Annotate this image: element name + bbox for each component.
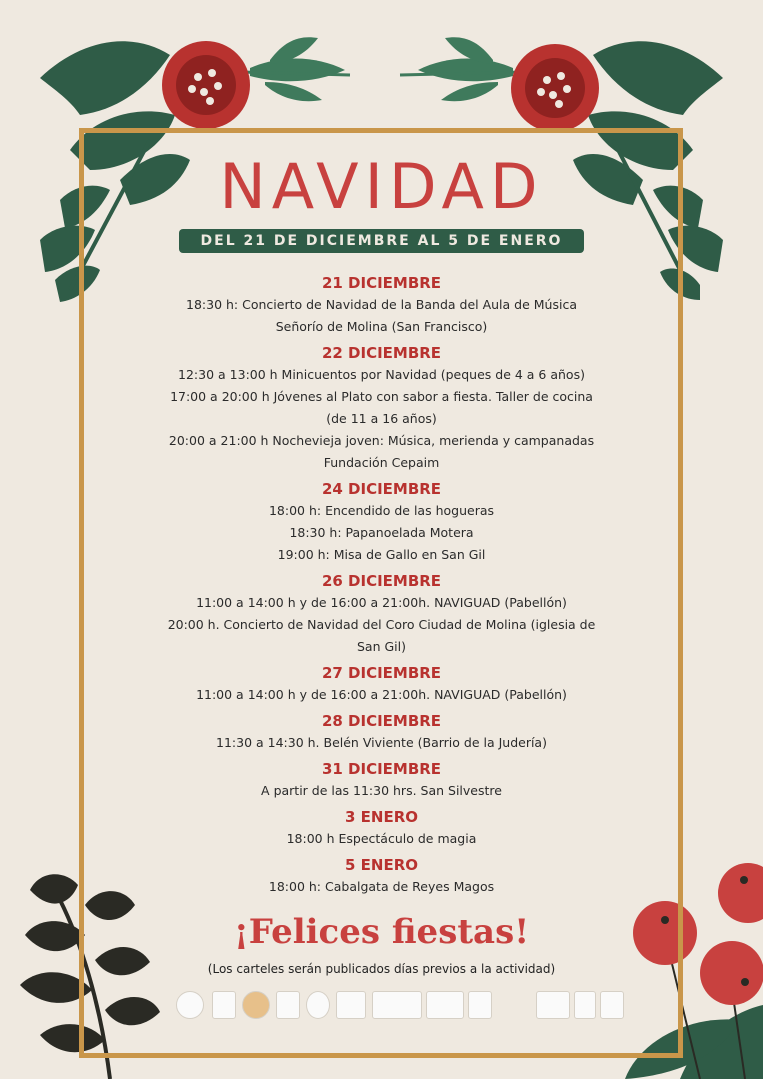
day-heading: 27 DICIEMBRE [321, 664, 442, 682]
event-line: 20:00 a 21:00 h Nochevieja joven: Música, merienda y campanadas [168, 433, 595, 448]
sponsor-logo-icon [276, 991, 300, 1019]
event-line: San Gil) [357, 639, 406, 654]
date-range-banner: DEL 21 DE DICIEMBRE AL 5 DE ENERO [179, 229, 584, 253]
event-line: 18:00 h: Encendido de las hogueras [268, 503, 495, 518]
sponsor-logo-icon [536, 991, 570, 1019]
event-line: 11:00 a 14:00 h y de 16:00 a 21:00h. NAVIGUAD (Pabellón) [196, 595, 567, 610]
day-heading: 31 DICIEMBRE [321, 760, 442, 778]
event-line: 18:00 h: Cabalgata de Reyes Magos [268, 879, 495, 894]
event-line: 20:00 h. Concierto de Navidad del Coro Ciudad de Molina (iglesia de [167, 617, 596, 632]
event-line: 19:00 h: Misa de Gallo en San Gil [277, 547, 486, 562]
event-line: Fundación Cepaim [323, 455, 440, 470]
event-line: (de 11 a 16 años) [326, 411, 437, 426]
day-heading: 24 DICIEMBRE [321, 480, 442, 498]
event-line: 18:00 h Espectáculo de magia [286, 831, 477, 846]
sponsor-logos [168, 989, 628, 1021]
sponsor-logo-icon [574, 991, 596, 1019]
page-title: NAVIDAD [219, 150, 544, 223]
sponsor-logo-icon [336, 991, 366, 1019]
day-heading: 26 DICIEMBRE [321, 572, 442, 590]
footnote: (Los carteles serán publicados días previos a la actividad) [207, 962, 556, 976]
sponsor-logo-icon [426, 991, 464, 1019]
day-heading: 21 DICIEMBRE [321, 274, 442, 292]
event-line: 11:30 a 14:30 h. Belén Viviente (Barrio de la Judería) [216, 735, 547, 750]
event-line: 12:30 a 13:00 h Minicuentos por Navidad (peques de 4 a 6 años) [178, 367, 585, 382]
sponsor-logo-icon [372, 991, 422, 1019]
sponsor-logo-icon [600, 991, 624, 1019]
event-line: A partir de las 11:30 hrs. San Silvestre [261, 783, 502, 798]
closing-greeting: ¡Felices fiestas! [233, 912, 530, 952]
day-heading: 3 ENERO [344, 808, 418, 826]
sponsor-logo-icon [468, 991, 492, 1019]
day-heading: 28 DICIEMBRE [321, 712, 442, 730]
event-line: Señorío de Molina (San Francisco) [275, 319, 488, 334]
sponsor-logo-icon [306, 991, 330, 1019]
event-line: 11:00 a 14:00 h y de 16:00 a 21:00h. NAVIGUAD (Pabellón) [196, 687, 567, 702]
event-line: 17:00 a 20:00 h Jóvenes al Plato con sabor a fiesta. Taller de cocina [170, 389, 593, 404]
sponsor-logo-icon [242, 991, 270, 1019]
sponsor-logo-icon [212, 991, 236, 1019]
event-program [100, 268, 663, 898]
event-line: 18:30 h: Concierto de Navidad de la Banda del Aula de Música [186, 297, 577, 312]
day-heading: 22 DICIEMBRE [321, 344, 442, 362]
event-line: 18:30 h: Papanoelada Motera [289, 525, 474, 540]
sponsor-logo-icon [176, 991, 204, 1019]
day-heading: 5 ENERO [344, 856, 418, 874]
